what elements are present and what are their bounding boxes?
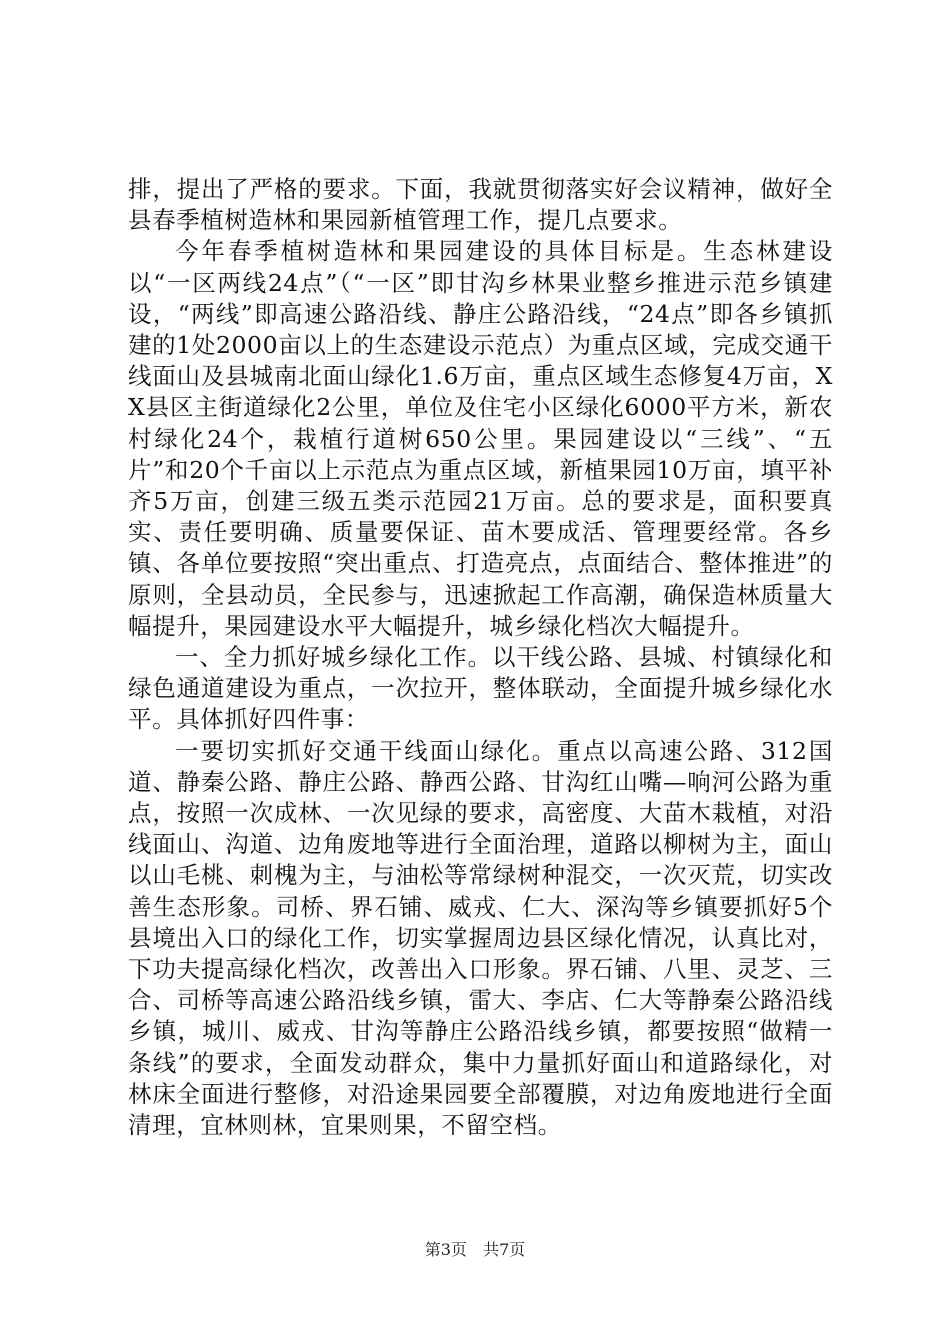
page-footer: [0, 1240, 950, 1260]
paragraph-targets: 今年春季植树造林和果园建设的具体目标是。生态林建设以“一区两线24点”（“一区”即甘沟乡林果业整乡推进示范乡镇建设，“两线”即高速公路沿线、静庄公路沿线，“24点”即各乡镇抓建的1处2000亩以上的生态建设示范点）为重点区域，完成交通干线面山及县城南北面山绿化1.6万亩，重点区域生态修复4万亩，XX县区主街道绿化2公里，单位及住宅小区绿化6000平方米，新农村绿化24个，栽植行道树650公里。果园建设以“三线”、“五片”和20个千亩以上示范点为重点区域，新植果园10万亩，填平补齐5万亩，创建三级五类示范园21万亩。总的要求是，面积要真实、责任要明确、质量要保证、苗木要成活、管理要经常。各乡镇、各单位要按照“突出重点、打造亮点，点面结合、整体推进”的原则，全县动员，全民参与，迅速掀起工作高潮，确保造林质量大幅提升，果园建设水平大幅提升，城乡绿化档次大幅提升。: [128, 237, 833, 640]
page-number: 第3页: [424, 1240, 467, 1259]
paragraph-item-one: 一要切实抓好交通干线面山绿化。重点以高速公路、312国道、静秦公路、静庄公路、静西公路、甘沟红山嘴—响河公路为重点，按照一次成林、一次见绿的要求，高密度、大苗木栽植，对沿线面山、沟道、边角废地等进行全面治理，道路以柳树为主，面山以山毛桃、刺槐为主，与油松等常绿树种混交，一次灭荒，切实改善生态形象。司桥、界石铺、威戎、仁大、深沟等乡镇要抓好5个县境出入口的绿化工作，切实掌握周边县区绿化情况，认真比对，下功夫提高绿化档次，改善出入口形象。界石铺、八里、灵芝、三合、司桥等高速公路沿线乡镇，雷大、李店、仁大等静秦公路沿线乡镇，城川、威戎、甘沟等静庄公路沿线乡镇，都要按照“做精一条线”的要求，全面发动群众，集中力量抓好面山和道路绿化，对林床全面进行整修，对沿途果园要全部覆膜，对边角废地进行全面清理，宜林则林，宜果则果，不留空档。: [128, 736, 833, 1140]
paragraph-continuation: 排，提出了严格的要求。下面，我就贯彻落实好会议精神，做好全县春季植树造林和果园新植管理工作，提几点要求。: [128, 175, 833, 235]
document-body: [128, 174, 833, 1141]
page-total: 共7页: [483, 1240, 526, 1259]
paragraph-section-one: 一、全力抓好城乡绿化工作。以干线公路、县城、村镇绿化和绿色通道建设为重点，一次拉开，整体联动，全面提升城乡绿化水平。具体抓好四件事：: [128, 643, 833, 734]
